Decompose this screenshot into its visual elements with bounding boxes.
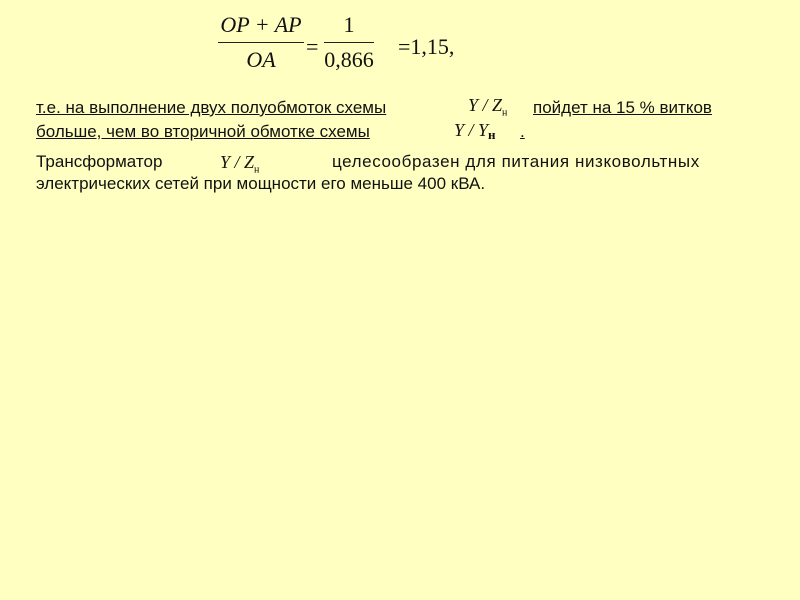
fraction-bar-2 <box>324 42 374 43</box>
fraction-numerator: OP + AP <box>220 12 302 37</box>
fraction-numerator-2: 1 <box>343 12 355 37</box>
line4-text: электрических сетей при мощности его меньше 400 кВА. <box>36 174 486 193</box>
formula-y-y-sub: н <box>488 127 496 142</box>
text-line-2 <box>36 121 746 143</box>
fraction-denominator: OA <box>246 47 276 72</box>
equals-sign: = <box>306 34 319 59</box>
formula-y-z-1-sub: н <box>502 107 508 119</box>
formula-y-y-main: Y / Y <box>454 120 489 140</box>
formula-y-z-2-main: Y / Z <box>220 152 255 172</box>
line1-text-part2: пойдет на 15 % витков <box>533 98 712 117</box>
fraction-op-ap-over-oa <box>218 12 304 73</box>
formula-y-y-n <box>454 119 496 146</box>
fraction-denominator-2: 0,866 <box>324 47 374 72</box>
fraction-one-over-0866 <box>324 12 374 73</box>
text-line-3 <box>36 151 746 176</box>
text-line-1 <box>36 97 746 119</box>
line2-text-part1: больше, чем во вторичной обмотке схемы <box>36 122 370 141</box>
text-line-4 <box>36 173 746 195</box>
fraction-bar <box>218 42 304 43</box>
formula-result: =1,15, <box>398 34 455 59</box>
formula-y-z-2-sub: н <box>254 164 260 176</box>
line3-text-part2: целесообразен для питания низковольтных <box>332 152 700 171</box>
line2-text-part2: . <box>520 122 525 141</box>
line1-text-part1: т.е. на выполнение двух полуобмоток схемы <box>36 98 387 117</box>
formula-y-z-1-main: Y / Z <box>468 95 503 115</box>
line3-text-part1: Трансформатор <box>36 152 163 171</box>
